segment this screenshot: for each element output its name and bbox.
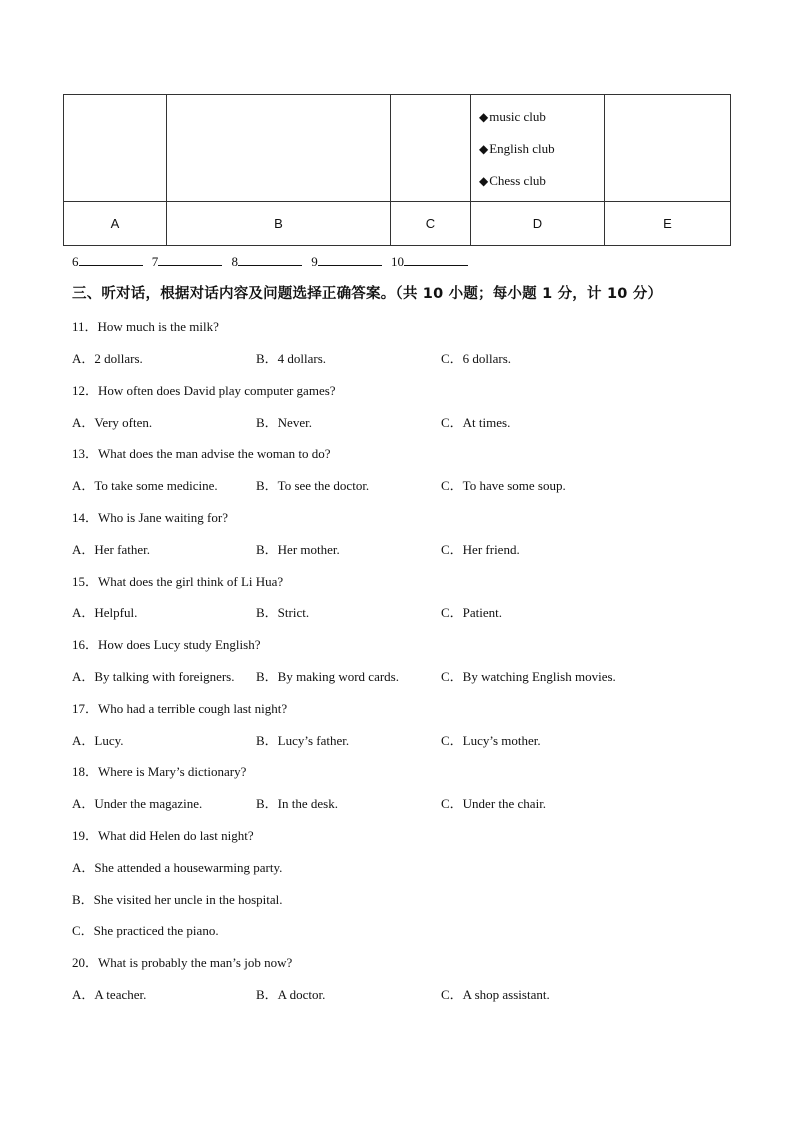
- question-text: 15．What does the girl think of Li Hua?: [72, 574, 284, 589]
- label-row: [64, 202, 731, 246]
- blank-line[interactable]: [158, 252, 222, 266]
- picture-label: D: [471, 202, 605, 246]
- blank-line[interactable]: [79, 252, 143, 266]
- option-c[interactable]: C．Her friend.: [441, 542, 520, 557]
- option-c[interactable]: C．Under the chair.: [441, 796, 547, 811]
- question-text: 20．What is probably the man’s job now?: [72, 955, 293, 970]
- question-text: 16．How does Lucy study English?: [72, 637, 261, 652]
- option-b[interactable]: B．Never.: [256, 415, 312, 430]
- option-c[interactable]: C．By watching English movies.: [441, 669, 616, 684]
- picture-row: [64, 95, 731, 202]
- option-a[interactable]: A．Her father.: [72, 542, 150, 557]
- blank-line[interactable]: [404, 252, 468, 266]
- option-a[interactable]: A．Helpful.: [72, 605, 138, 620]
- picture-cell-a: [64, 95, 167, 202]
- section-heading: 三、听对话，根据对话内容及问题选择正确答案。（共 10 小题；每小题 1 分，计 10 分）: [72, 286, 663, 302]
- option-c[interactable]: C．6 dollars.: [441, 351, 512, 366]
- option-b[interactable]: B．She visited her uncle in the hospital.: [72, 892, 283, 907]
- option-c[interactable]: C．To have some soup.: [441, 478, 566, 493]
- picture-cell-c: [391, 95, 471, 202]
- picture-cell-e: [605, 95, 731, 202]
- option-b[interactable]: B．By making word cards.: [256, 669, 399, 684]
- option-c[interactable]: C．Lucy’s mother.: [441, 733, 541, 748]
- option-b[interactable]: B．Lucy’s father.: [256, 733, 350, 748]
- option-a[interactable]: A．2 dollars.: [72, 351, 143, 366]
- club-list: [471, 95, 604, 197]
- option-a[interactable]: A．Under the magazine.: [72, 796, 203, 811]
- blank-line[interactable]: [238, 252, 302, 266]
- option-a[interactable]: A．By talking with foreigners.: [72, 669, 235, 684]
- picture-label: E: [605, 202, 731, 246]
- question-text: 12．How often does David play computer games?: [72, 383, 336, 398]
- option-a[interactable]: A．To take some medicine.: [72, 478, 218, 493]
- question-text: 18．Where is Mary’s dictionary?: [72, 764, 247, 779]
- picture-table: [63, 94, 731, 246]
- diamond-bullet-icon: ◆: [479, 110, 489, 124]
- question-text: 19．What did Helen do last night?: [72, 828, 254, 843]
- option-c[interactable]: C．She practiced the piano.: [72, 923, 219, 938]
- option-c[interactable]: C．A shop assistant.: [441, 987, 550, 1002]
- option-a[interactable]: A．A teacher.: [72, 987, 147, 1002]
- picture-label: B: [167, 202, 391, 246]
- question-text: 14．Who is Jane waiting for?: [72, 510, 228, 525]
- option-b[interactable]: B．To see the doctor.: [256, 478, 370, 493]
- picture-cell-b: [167, 95, 391, 202]
- club-item: ◆English club: [479, 141, 555, 156]
- answer-blank[interactable]: 7: [152, 252, 223, 270]
- answer-blank[interactable]: 9: [311, 252, 382, 270]
- question-text: 17．Who had a terrible cough last night?: [72, 701, 288, 716]
- club-item: ◆Chess club: [479, 173, 546, 188]
- blank-line[interactable]: [318, 252, 382, 266]
- answer-blanks: [72, 252, 474, 272]
- option-a[interactable]: A．She attended a housewarming party.: [72, 860, 283, 875]
- option-a[interactable]: A．Very often.: [72, 415, 153, 430]
- club-item: ◆music club: [479, 109, 546, 124]
- option-b[interactable]: B．In the desk.: [256, 796, 338, 811]
- option-b[interactable]: B．Her mother.: [256, 542, 340, 557]
- answer-blank[interactable]: 6: [72, 252, 143, 270]
- answer-blank[interactable]: 8: [232, 252, 303, 270]
- option-b[interactable]: B．A doctor.: [256, 987, 326, 1002]
- option-b[interactable]: B．Strict.: [256, 605, 310, 620]
- option-a[interactable]: A．Lucy.: [72, 733, 124, 748]
- picture-cell-d: [471, 95, 605, 202]
- option-c[interactable]: C．At times.: [441, 415, 511, 430]
- option-c[interactable]: C．Patient.: [441, 605, 503, 620]
- picture-label: A: [64, 202, 167, 246]
- option-b[interactable]: B．4 dollars.: [256, 351, 327, 366]
- picture-label: C: [391, 202, 471, 246]
- question-text: 11．How much is the milk?: [72, 319, 219, 334]
- diamond-bullet-icon: ◆: [479, 174, 489, 188]
- diamond-bullet-icon: ◆: [479, 142, 489, 156]
- question-text: 13．What does the man advise the woman to do?: [72, 446, 331, 461]
- answer-blank[interactable]: 10: [391, 252, 468, 270]
